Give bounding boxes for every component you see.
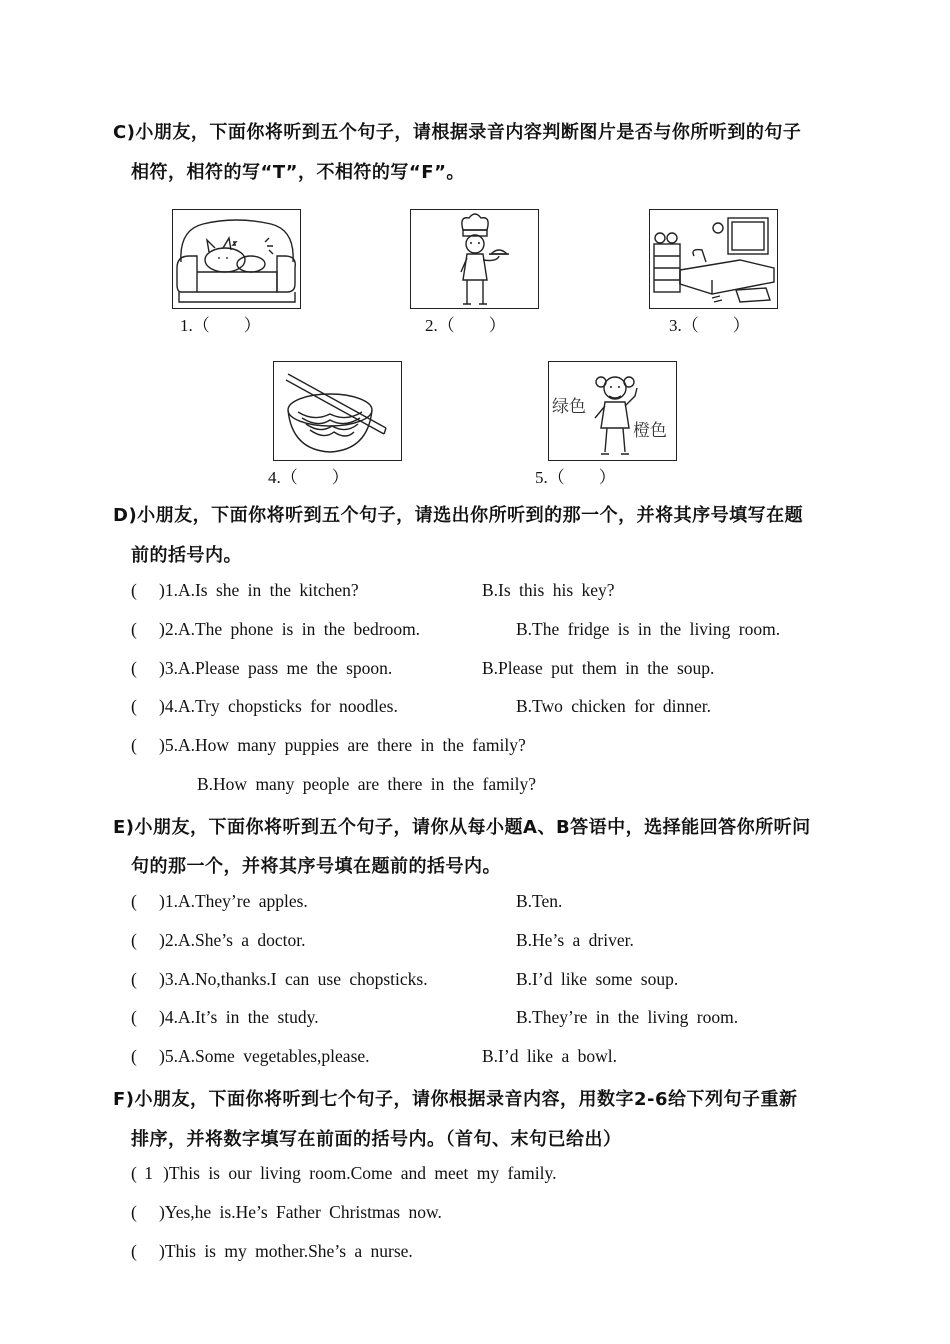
answer-paren: ( [131, 696, 137, 716]
option-a: )1.A.Is she in the kitchen? [159, 580, 359, 600]
answer-paren: ( [131, 1046, 137, 1066]
picture-bedroom [649, 209, 778, 309]
answer-paren: ( [131, 1007, 137, 1027]
picture-chef [410, 209, 539, 309]
answer-paren: ( [131, 619, 137, 639]
answer-paren: ( [131, 735, 137, 755]
section-c-instruction-line2: 相符，相符的写“T”，不相符的写“F”。 [131, 162, 465, 183]
section-d-instruction-line2: 前的括号内。 [131, 545, 242, 566]
option-b: B.How many people are there in the family? [197, 774, 537, 794]
option-a: )5.A.Some vegetables,please. [159, 1046, 370, 1066]
option-a: )3.A.Please pass me the spoon. [159, 658, 393, 678]
option-a: )4.A.It’s in the study. [159, 1007, 319, 1027]
label-item-2: 2.（ ） [425, 316, 506, 335]
label-item-3: 3.（ ） [669, 316, 750, 335]
option-b: B.Please put them in the soup. [482, 658, 715, 678]
section-f-instruction-line2: 排序，并将数字填写在前面的括号内。（首句、末句已给出） [131, 1129, 622, 1150]
section-f-instruction-line1: F)小朋友，下面你将听到七个句子，请你根据录音内容，用数字2-6给下列句子重新 [113, 1089, 798, 1110]
answer-paren: ( [131, 930, 137, 950]
answer-paren: ( [131, 658, 137, 678]
picture-cat-on-sofa [172, 209, 301, 309]
option-a: )5.A.How many puppies are there in the family? [159, 735, 526, 755]
answer-paren: ( [131, 1241, 137, 1261]
option-a: )4.A.Try chopsticks for noodles. [159, 696, 398, 716]
section-d-instruction-line1: D)小朋友，下面你将听到五个句子，请选出你所听到的那一个，并将其序号填写在题 [113, 505, 804, 526]
option-a: )3.A.No,thanks.I can use chopsticks. [159, 969, 428, 989]
option-b: B.He’s a driver. [516, 930, 634, 950]
option-b: B.Is this his key? [482, 580, 615, 600]
option-b: B.I’d like some soup. [516, 969, 679, 989]
option-b: B.They’re in the living room. [516, 1007, 739, 1027]
label-item-4: 4.（ ） [268, 468, 349, 487]
answer-paren: ( [131, 969, 137, 989]
option-a: )2.A.The phone is in the bedroom. [159, 619, 421, 639]
option-b: B.Two chicken for dinner. [516, 696, 711, 716]
option-a: )2.A.She’s a doctor. [159, 930, 306, 950]
answer-paren: ( [131, 1202, 137, 1222]
answer-paren: ( [131, 580, 137, 600]
picture-noodles-chopsticks [273, 361, 402, 461]
option-b: B.I’d like a bowl. [482, 1046, 617, 1066]
label-item-5: 5.（ ） [535, 468, 616, 487]
sentence: )Yes,he is.He’s Father Christmas now. [159, 1202, 442, 1222]
section-e-instruction-line2: 句的那一个，并将其序号填在题前的括号内。 [131, 856, 501, 877]
option-b: B.Ten. [516, 891, 563, 911]
label-item-1: 1.（ ） [180, 316, 261, 335]
sentence: )This is my mother.She’s a nurse. [159, 1241, 413, 1261]
answer-paren: ( [131, 891, 137, 911]
word-green: 绿色 [552, 397, 586, 417]
section-e-instruction-line1: E)小朋友，下面你将听到五个句子，请你从每小题A、B答语中，选择能回答你所听问 [113, 817, 811, 838]
option-b: B.The fridge is in the living room. [516, 619, 781, 639]
sentence: )This is our living room.Come and meet my family. [163, 1163, 557, 1183]
word-orange: 橙色 [633, 421, 667, 441]
section-c-instruction-line1: C)小朋友，下面你将听到五个句子，请根据录音内容判断图片是否与你所听到的句子 [113, 122, 802, 143]
answer-paren: ( 1 [131, 1163, 153, 1183]
picture-girl-colors [548, 361, 677, 461]
option-a: )1.A.They’re apples. [159, 891, 308, 911]
